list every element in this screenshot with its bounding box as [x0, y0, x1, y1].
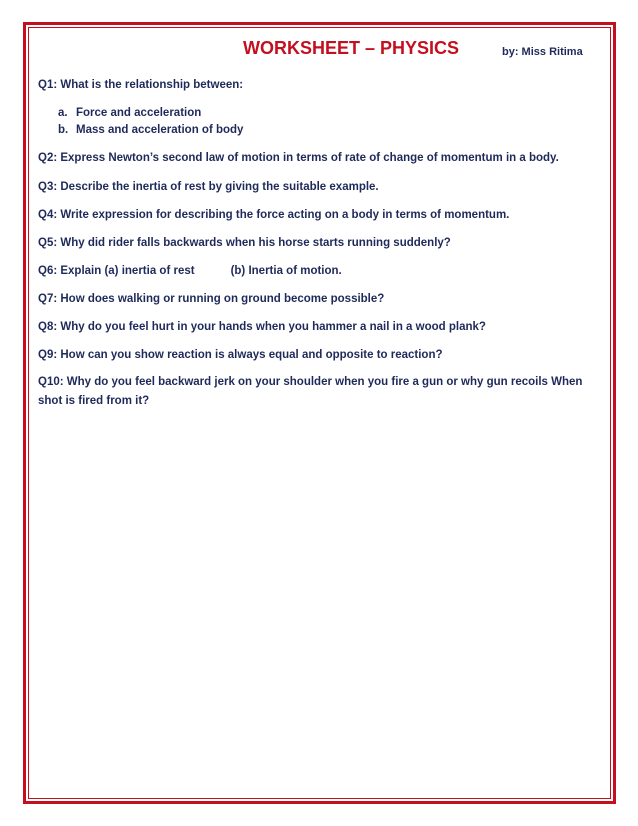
question-1: Q1: What is the relationship between: — [38, 79, 244, 91]
list-marker: a. — [58, 107, 68, 119]
question-1-sub-b — [58, 124, 243, 136]
question-9: Q9: How can you show reaction is always equal and opposite to reaction? — [38, 349, 443, 361]
question-2: Q2: Express Newton’s second law of motion in terms of rate of change of momentum in a body. — [38, 152, 559, 164]
question-3: Q3: Describe the inertia of rest by giving the suitable example. — [38, 181, 379, 193]
question-10: Q10: Why do you feel backward jerk on your shoulder when you fire a gun or why gun recoils When shot is fired from it? — [38, 376, 583, 407]
page-border-inner — [28, 27, 611, 799]
list-marker: b. — [58, 124, 69, 136]
question-6-part-a: Q6: Explain (a) inertia of rest — [38, 265, 195, 277]
worksheet-title: WORKSHEET – PHYSICS — [243, 38, 460, 58]
question-6-part-b: (b) Inertia of motion. — [230, 265, 342, 277]
question-8: Q8: Why do you feel hurt in your hands when you hammer a nail in a wood plank? — [38, 321, 486, 333]
question-6 — [38, 265, 342, 277]
sub-item-text: Force and acceleration — [76, 107, 202, 119]
question-4: Q4: Write expression for describing the force acting on a body in terms of momentum. — [38, 209, 510, 221]
sub-item-text: Mass and acceleration of body — [76, 124, 244, 136]
question-7: Q7: How does walking or running on ground become possible? — [38, 293, 385, 305]
author-label: by: Miss Ritima — [502, 46, 583, 58]
question-5: Q5: Why did rider falls backwards when his horse starts running suddenly? — [38, 237, 451, 249]
question-1-sub-a — [58, 107, 201, 119]
